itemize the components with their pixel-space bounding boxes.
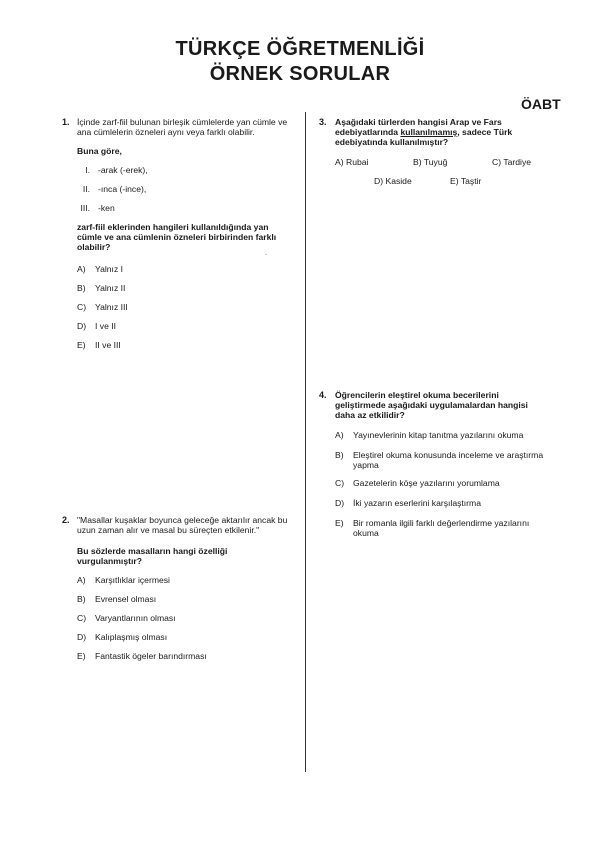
answer-option-a[interactable]	[77, 575, 170, 586]
page-title-line1: TÜRKÇE ÖĞRETMENLİĞİ	[175, 38, 425, 60]
answer-option-b[interactable]	[413, 157, 447, 168]
option-text: Taştir	[460, 176, 482, 186]
option-letter: E)	[77, 340, 86, 350]
question-number: 3.	[319, 117, 327, 127]
prompt-emphasis: kullanılmamış	[400, 127, 458, 137]
option-text: Karşıtlıklar içermesi	[95, 575, 170, 585]
exam-tag: ÖABT	[521, 96, 561, 112]
option-letter: B)	[335, 450, 344, 460]
question-prompt-line: Aşağıdaki türlerden hangisi Arap ve Fars	[335, 117, 502, 127]
prompt-text: edebiyatlarında	[335, 127, 401, 137]
option-letter: A)	[335, 157, 344, 167]
question-prompt-line: geliştirmede aşağıdaki uygulamalardan hangisi	[335, 400, 528, 410]
option-text: Yalnız III	[95, 302, 128, 312]
answer-option-a[interactable]	[77, 264, 123, 275]
answer-option-c[interactable]	[492, 157, 531, 168]
option-letter: A)	[335, 430, 344, 440]
answer-option-b[interactable]	[77, 594, 156, 605]
roman-item-text: -arak (-erek),	[98, 165, 148, 175]
roman-item-text: -ınca (-ince),	[98, 184, 147, 194]
option-letter: B)	[77, 594, 86, 604]
roman-numeral: II.	[82, 184, 90, 194]
option-text: Rubai	[345, 157, 369, 167]
option-text: I ve II	[95, 321, 117, 331]
option-text: Yalnız II	[95, 283, 126, 293]
question-prompt-line: Bu sözlerde masalların hangi özelliği	[77, 546, 228, 556]
question-prompt-line: vurgulanmıştır?	[77, 556, 142, 566]
question-prompt-line: zarf-fiil eklerinden hangileri kullanıldığında yan	[77, 222, 269, 232]
answer-option-e[interactable]	[450, 176, 481, 187]
answer-option-d[interactable]	[335, 498, 481, 509]
option-letter: E)	[335, 518, 344, 528]
option-text: Kaside	[385, 176, 412, 186]
question-stem-line: İçinde zarf-fiil bulunan birleşik cümlelerde yan cümle ve	[77, 117, 288, 127]
page-title-line2: ÖRNEK SORULAR	[209, 63, 391, 85]
option-text: Eleştirel okuma konusunda inceleme ve araştırma	[353, 450, 544, 460]
question-prompt-line: olabilir?	[77, 242, 111, 252]
question-number: 4.	[319, 390, 327, 400]
option-letter: D)	[374, 176, 384, 186]
option-letter: E)	[450, 176, 459, 186]
answer-option-a[interactable]	[335, 430, 523, 441]
question-prompt-line	[335, 127, 512, 138]
option-letter: C)	[492, 157, 502, 167]
answer-option-d[interactable]	[77, 632, 167, 643]
answer-option-c[interactable]	[77, 302, 128, 313]
question-stem-line: uzun zaman alır ve masal bu süreçten etkilenir."	[77, 525, 260, 535]
option-letter: D)	[77, 321, 87, 331]
option-letter: D)	[77, 632, 87, 642]
answer-option-b[interactable]	[335, 450, 543, 461]
answer-option-d[interactable]	[77, 321, 116, 332]
option-text: Bir romanla ilgili farklı değerlendirme yazılarını	[353, 518, 530, 528]
answer-option-a[interactable]	[335, 157, 368, 168]
answer-option-c[interactable]	[77, 613, 176, 624]
option-text: İki yazarın eserlerini karşılaştırma	[353, 498, 481, 508]
option-text: Kalıplaşmış olması	[95, 632, 168, 642]
option-text: Gazetelerin köşe yazılarını yorumlama	[353, 478, 500, 488]
roman-item-text: -ken	[98, 203, 115, 213]
answer-option-c[interactable]	[335, 478, 500, 489]
answer-option-d[interactable]	[374, 176, 412, 187]
option-letter: A)	[77, 264, 86, 274]
option-letter: C)	[77, 613, 87, 623]
option-text: Yayınevlerinin kitap tanıtma yazılarını okuma	[353, 430, 524, 440]
option-letter: B)	[413, 157, 422, 167]
option-text-continued: yapma	[353, 460, 379, 470]
question-number: 2.	[62, 515, 70, 525]
option-text: Evrensel olması	[95, 594, 157, 604]
option-text: Tuyuğ	[423, 157, 448, 167]
option-letter: E)	[77, 651, 86, 661]
option-letter: C)	[77, 302, 87, 312]
option-letter: D)	[335, 498, 345, 508]
option-text: Fantastik ögeler barındırması	[95, 651, 207, 661]
option-text: II ve III	[95, 340, 121, 350]
option-text: Tardiye	[503, 157, 532, 167]
option-letter: B)	[77, 283, 86, 293]
question-number: 1.	[62, 117, 70, 127]
answer-option-e[interactable]	[77, 340, 121, 351]
option-letter: C)	[335, 478, 345, 488]
answer-option-e[interactable]	[77, 651, 207, 662]
option-letter: A)	[77, 575, 86, 585]
prompt-text: , sadece Türk	[457, 127, 513, 137]
roman-item-1	[72, 165, 148, 175]
stray-mark: ˇ	[265, 255, 267, 261]
roman-item-2	[72, 184, 146, 194]
option-text: Yalnız I	[95, 264, 124, 274]
column-divider	[305, 112, 306, 772]
option-text-continued: okuma	[353, 528, 379, 538]
option-text: Varyantlarının olması	[95, 613, 176, 623]
question-stem-line: "Masallar kuşaklar boyunca geleceğe aktarılır ancak bu	[77, 515, 288, 525]
question-lead: Buna göre,	[77, 146, 122, 156]
roman-item-3	[72, 203, 115, 213]
question-prompt-line: edebiyatında kullanılmıştır?	[335, 137, 449, 147]
question-stem-line: ana cümlelerin özneleri aynı veya farklı olabilir.	[77, 127, 255, 137]
answer-option-b[interactable]	[77, 283, 125, 294]
answer-option-e[interactable]	[335, 518, 529, 529]
roman-numeral: III.	[80, 203, 90, 213]
question-prompt-line: daha az etkilidir?	[335, 410, 405, 420]
roman-numeral: I.	[85, 165, 90, 175]
question-prompt-line: cümle ve ana cümlenin özneleri birbirinden farklı	[77, 232, 277, 242]
question-prompt-line: Öğrencilerin eleştirel okuma becerilerini	[335, 390, 499, 400]
